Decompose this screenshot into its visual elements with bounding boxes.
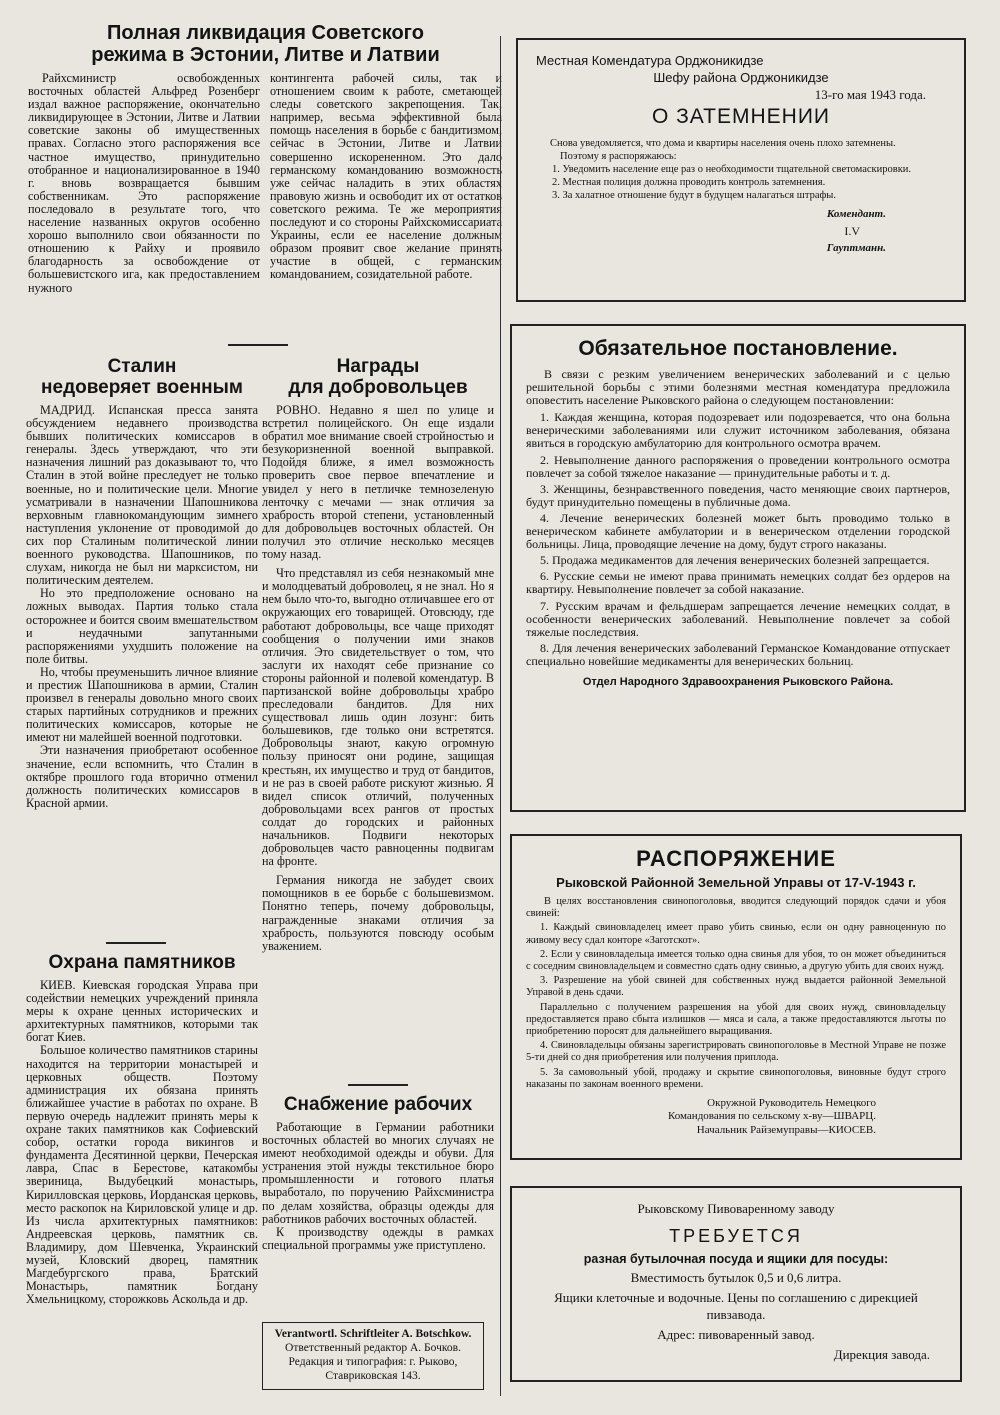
blackout-notice: [516, 38, 966, 302]
land-order: [510, 834, 962, 1160]
paragraph: Но это предположение основано на ложных выводах. Партия только стала осторожнее и боится своим вмешательством и неудачными запутанными распоряжениями ухудшить положение на поле битвы.: [26, 586, 258, 666]
notice-item: 3. За халатное отношение будут в будущем налагаться штрафы.: [552, 190, 836, 201]
section-divider: [348, 1084, 408, 1086]
paragraph: Большое количество памятников старины находится на территории монастырей и церковных обществ. Поэтому администрация их обязана принять ближайшее участие в работах по охране. В первую очередь надлежит принять меры к охране таких памятников как Софиевский собор, остатки города викингов и фундамента Десятинной церкви, Печерская лавра, Спас в Берестове, катакомбы звериница, Выдубецкий монастырь, Кирилловская церковь, Иорданская церковь, место раскопок на Кириловской улице и др. Из числа архитектурных памятников: Андреевская церковь, памятник св. Владимиру, дом Шевченка, Украинский музей, Кловский дворец, памятник Магдебургского права, Братский Монастырь, памятник Богдану Хмельницкому, сторожковь Аскольда и др.: [26, 1043, 258, 1307]
supply-article: [262, 1094, 494, 1316]
brewery-to: Рыковскому Пивоваренному заводу: [637, 1201, 835, 1216]
section-divider: [228, 344, 288, 346]
land-order-item: 1. Каждый свиновладелец имеет право убить свинью, если он одну равноценную по живому весу сдал конторе «Заготскот».: [526, 922, 946, 946]
stalin-title-line1: Сталин: [107, 356, 177, 377]
decree-intro: В связи с резким увеличением венерических заболеваний и с целью решительной борьбы с этими болезнями местная комендатура предложила оповестить население Рыковского района о следующем постановлении:: [526, 367, 950, 408]
stalin-article-body: [26, 404, 258, 810]
notice-item: 2. Местная полиция должна проводить контроль затемнения.: [552, 177, 826, 188]
stalin-article-title: [26, 356, 258, 398]
decree-item: 6. Русские семьи не имеют права принимать немецких солдат без ордеров на квартиру. Невыполнение повлечет за собой наказание.: [526, 569, 950, 597]
awards-article-body: [262, 404, 494, 953]
decree-item: 1. Каждая женщина, которая подозревает или подозревается, что она больна венерическими заболеваниями или служит источником заболевания, обязана явиться в городскую амбулаторию для контрольного осмотра врачем.: [526, 410, 950, 451]
main-article-left-text: Райхсминистр освобожденных восточных областей Альфред Розенберг издал важное распоряжение, окончательно ликвидирующее в Эстонии, Литве и Латвии советские законы об имущественных правах. Согласно этого распоряжения все частное имущество, принудительно отобранное и национализированное в 1940 г. вновь возвращается бывшим собственникам. Это распоряжение последовало в результате того, что население названных округов особенно хорошо выполнило свои обязанности по отношению к Райху и проявило благодарность за освобождение от большевистского ига, как предоставлением нужного: [28, 71, 260, 295]
imprint-line: Ответственный редактор А. Бочков.: [285, 1342, 461, 1354]
notice-order: Поэтому я распоряжаюсь:: [560, 151, 677, 162]
monuments-article: [26, 952, 258, 1402]
notice-item: 1. Уведомить население еще раз о необходимости тщательной светомаскировки.: [552, 164, 912, 175]
section-divider: [106, 942, 166, 944]
main-article: [28, 22, 503, 334]
monuments-article-body: [26, 979, 258, 1306]
notice-sign-title: Комендант.: [826, 208, 886, 220]
decree-item: 7. Русским врачам и фельдшерам запрещается лечение немецких солдат, в особенности венерических заболеваний. Невыполнение повлечет за собой тяжелые последствия.: [526, 598, 950, 639]
supply-article-title: Снабжение рабочих: [283, 1094, 473, 1115]
land-order-item: 5. За самовольный убой, продажу и скрытие свинопоголовья, виновные будут строго наказаны по законам военного времени.: [526, 1066, 946, 1090]
paragraph: МАДРИД. Испанская пресса занята обсуждением недавнего производства бывших политических комиссаров в генералы. Здесь утверждают, что эти назначения лишний раз доказывают то, что Сталин в этой войне преследует не только военные, но и политические цели. Многие усматривали в назначении Шапошникова верховным главнокомандующим зимнего наступления уклонение от проводимой до сих пор Сталиным политической линии военного руководства. Шапошников, по слухам, никогда не был ни марксистом, ни политическим деятелем.: [26, 403, 258, 588]
paragraph: РОВНО. Недавно я шел по улице и встретил полицейского. Он еще издали обратил мое внимание своей стройностью и безукоризненной военной выправкой. Подойдя ближе, я имел возможность проверить свое первое впечатление и увидел у него в петличке темнозеленую ленточку с мечами — знак отличия за храбрость второй степени, установленный для добровольцев восточных областей. Он получил это отличие несколько месяцев тому назад.: [262, 403, 494, 562]
column-rule: [500, 36, 501, 1396]
awards-article: [262, 356, 494, 1074]
imprint-line: Ставриковская 143.: [325, 1370, 421, 1382]
land-order-title: РАСПОРЯЖЕНИЕ: [636, 846, 836, 871]
brewery-line5: Дирекция завода.: [833, 1347, 930, 1362]
decree-items: [526, 411, 950, 668]
supply-article-body: [262, 1121, 494, 1252]
paragraph: Что представлял из себя незнакомый мне и молодцеватый доброволец, я не знал. Но я нем было что-то, выгодно отличавшее его от окружающих его товарищей. Отовсюду, где работают добровольцы, все чаще приходят сообщения о получении ими знаков отличия. Это свидетельствует о том, что заслуги их находят себе признание со стороны районной и полевой комендатур. В партизанской войне добровольцы храбро преследовали бандитов. Для них существовал лишь один лозунг: бить большевиков, где только они встретятся. Добровольцы знают, какую огромную пользу приносят они родине, защищая крестьян, их имущество и труд от бандитов, и не раз в своей работе рискуют жизнью. Я видел список отличий, полученных добровольцами всех рангов от простых солдат до городских и районных начальников. Подвиги некоторых добровольцев часто равноценны подвигам на фронте.: [262, 566, 494, 869]
decree-item: 4. Лечение венерических болезней может быть проводимо только в венерическом кабинете амбулатории и в венерическом отделении городской больницы. Лица, проводящие лечение на дому, будут строго наказаны.: [526, 510, 950, 552]
brewery-line1: разная бутылочная посуда и ящики для посуды:: [583, 1252, 889, 1266]
land-order-intro: В целях восстановления свинопоголовья, вводится следующий порядок сдачи и убоя свиней:: [526, 896, 946, 920]
land-order-subtitle: Рыковской Районной Земельной Управы от 17-V-1943 г.: [556, 875, 916, 890]
paragraph: К производству одежды в рамках специальной программы уже приступлено.: [262, 1224, 494, 1252]
paragraph: Эти назначения приобретают особенное значение, если вспомнить, что Сталин в октябре прошлого года вторично отменил должность политических комиссаров в Красной армии.: [26, 743, 258, 810]
health-decree: [510, 324, 966, 812]
paragraph: КИЕВ. Киевская городская Управа при содействии немецких учреждений приняла меры к охране ценных исторических и архитектурных памятников, которыми так богат Киев.: [26, 978, 258, 1045]
land-order-item: Параллельно с получением разрешения на убой для своих нужд, свиновладельцу предоставляется право сбыта излишков — мяса и сала, а также предоставляются льготы по приобретению поросят для дальнейшего выращивания.: [526, 1001, 946, 1038]
decree-item: 3. Женщины, безнравственного поведения, часто меняющие своих партнеров, будут принудительно помещены в публичные дома.: [526, 481, 950, 509]
land-order-sign1: Окружной Руководитель Немецкого: [707, 1097, 876, 1110]
notice-date: 13-го мая 1943 года.: [814, 87, 926, 102]
notice-intro: Снова уведомляется, что дома и квартиры населения очень плохо затемнены.: [550, 138, 896, 149]
notice-sign-name: Гауптманн.: [826, 242, 886, 254]
brewery-line2: Вместимость бутылок 0,5 и 0,6 литра.: [630, 1270, 842, 1285]
notice-sign-unit: I.V: [844, 224, 860, 238]
land-order-sign2: Командования по сельскому х-ву—ШВАРЦ.: [667, 1110, 876, 1123]
awards-title-line2: для добровольцев: [288, 377, 468, 398]
stalin-title-line2: недоверяет военным: [41, 377, 243, 398]
decree-item: 2. Невыполнение данного распоряжения о проведении контрольного осмотра повлечет за собой тяжелое наказание — принудительные работы и т. д.: [526, 452, 950, 480]
land-order-item: 2. Если у свиновладельца имеется только одна свинья для убоя, то он может объединиться с соседним свиновладельцем и совместно сдать одну свинью, а другую убить для своих нужд.: [526, 948, 946, 973]
decree-signature: Отдел Народного Здравоохранения Рыковского Района.: [582, 675, 894, 688]
land-order-sign3: Начальник Райземуправы—КИОСЕВ.: [696, 1124, 876, 1137]
imprint-line: Verantwortl. Schriftleiter A. Botschkow.: [274, 1328, 472, 1340]
paragraph: Германия никогда не забудет своих помощников в ее борьбе с большевизмом. Понятно теперь, почему добровольцы, награжденные знаками отличия за храбрость, пользуются повсюду особым уважением.: [262, 873, 494, 953]
brewery-line4: Адрес: пивоваренный завод.: [657, 1327, 815, 1342]
awards-article-title: [262, 356, 494, 398]
paragraph: Работающие в Германии работники восточных областей во многих случаях не имеют необходимой одежды и обуви. Для устранения этой нужды текстильное бюро промышленности и готового платья выработало, по поручению Райхсминистра по делам хозяйства, образцы одежды для работников рабочих восточных областей.: [262, 1120, 494, 1226]
brewery-line3: Ящики клеточные и водочные. Цены по соглашению с дирекцией пивзавода.: [554, 1290, 918, 1322]
monuments-article-title: Охрана памятников: [48, 952, 236, 973]
land-order-item: 4. Свиновладельцы обязаны зарегистрировать свинопоголовье в Местной Управе не позже 5-ти дней со дня приобретения или получения приплода.: [526, 1040, 946, 1064]
notice-to: Шефу района Орджоникидзе: [653, 70, 829, 85]
stalin-article: [26, 356, 258, 936]
imprint-box: [262, 1322, 484, 1390]
main-article-right-text: контингента рабочей силы, так и отношением своим к работе, сметающей следы советского закрепощения. Так, например, весьма эффективной была помощь населения в борьбе с бандитизмом, сейчас в Эстонии, Литве и Латвии совершенно искорененном. Это дало германскому командованию возможность уже сейчас наладить в этих областях правовую жизнь и освободит их от остатков советского режима. Те же мероприятия последуют и со стороны Райхскомиссариата Украины, если ее население должным образом проявит свое желание принять участие в общей, с германским командованием, созидательной работе.: [270, 71, 502, 282]
brewery-title: ТРЕБУЕТСЯ: [669, 1226, 803, 1246]
imprint-line: Редакция и типография: г. Рыково,: [288, 1356, 458, 1368]
decree-item: 5. Продажа медикаментов для лечения венерических болезней запрещается.: [540, 553, 930, 568]
notice-title: О ЗАТЕМНЕНИИ: [651, 105, 831, 128]
brewery-ad: [510, 1186, 962, 1382]
land-order-items: [526, 922, 946, 1091]
awards-title-line1: Награды: [336, 356, 420, 377]
main-headline: Полная ликвидация Советского режима в Эстонии, Литве и Латвии: [91, 22, 440, 66]
decree-title: Обязательное постановление.: [578, 337, 898, 360]
notice-from: Местная Комендатура Орджоникидзе: [536, 53, 764, 68]
land-order-item: 3. Разрешение на убой свиней для собственных нужд выдается районной Земельной Управой в день сдачи.: [526, 975, 946, 999]
paragraph: Но, чтобы преуменьшить личное влияние и престиж Шапошникова в армии, Сталин произвел в генералы довольно много своих старых партийных сотрудников и прежних политических комиссаров, которые не имеют ни малейшей военной подготовки.: [26, 664, 258, 745]
decree-item: 8. Для лечения венерических заболеваний Германское Командование отпускает специально новейшие медикаменты для венерических больниц.: [526, 640, 950, 668]
